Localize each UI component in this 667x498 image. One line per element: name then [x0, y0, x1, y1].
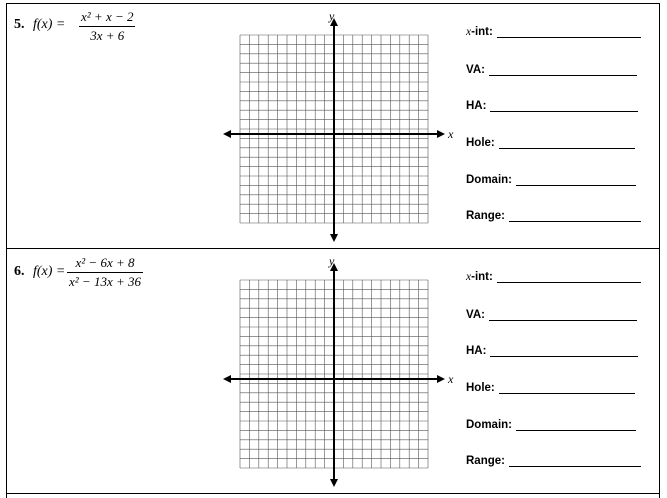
domain-field[interactable]	[466, 174, 636, 186]
field-label: HA:	[466, 345, 487, 357]
field-label: VA:	[466, 64, 485, 76]
problem-5	[7, 4, 659, 248]
answer-line[interactable]	[499, 137, 635, 149]
field-label: Range:	[466, 455, 505, 467]
denominator: x² − 13x + 36	[69, 274, 141, 289]
range-field[interactable]	[466, 455, 641, 467]
field-label: Domain:	[466, 174, 512, 186]
field-label: x-int:	[466, 271, 493, 283]
answer-line[interactable]	[509, 455, 641, 467]
problem-number: 6.	[14, 264, 25, 279]
field-label: Hole:	[466, 137, 495, 149]
function-fraction	[67, 255, 143, 290]
numerator: x² + x − 2	[81, 9, 134, 24]
domain-field[interactable]	[466, 419, 636, 431]
function-name: f(x) =	[33, 17, 66, 32]
answer-line[interactable]	[490, 100, 638, 112]
y-axis-down-arrow	[330, 479, 338, 487]
hole-field[interactable]	[466, 382, 635, 394]
function-fraction	[79, 9, 135, 44]
x-int-field[interactable]	[466, 26, 641, 38]
field-label: Domain:	[466, 419, 512, 431]
field-label: VA:	[466, 309, 485, 321]
fraction-bar	[79, 26, 135, 27]
x-int-field[interactable]	[466, 271, 641, 283]
x-axis-label: x	[448, 372, 454, 386]
fraction-bar	[67, 272, 143, 273]
function-name: f(x) =	[33, 264, 66, 279]
answer-line[interactable]	[489, 309, 637, 321]
numerator: x² − 6x + 8	[75, 255, 135, 270]
worksheet	[6, 3, 660, 498]
y-axis-label: y	[329, 9, 335, 23]
denominator: 3x + 6	[90, 28, 125, 43]
problem-6	[7, 249, 659, 493]
coordinate-grid	[221, 253, 461, 493]
y-axis-label: y	[329, 254, 335, 268]
answer-line[interactable]	[490, 345, 638, 357]
answer-line[interactable]	[497, 271, 641, 283]
problem-divider	[7, 493, 659, 494]
answer-line[interactable]	[516, 174, 636, 186]
answer-line[interactable]	[516, 419, 636, 431]
field-label: HA:	[466, 100, 487, 112]
coordinate-grid	[221, 8, 461, 248]
range-field[interactable]	[466, 210, 641, 222]
ha-field[interactable]	[466, 100, 638, 112]
field-label: Range:	[466, 210, 505, 222]
problem-number: 5.	[14, 17, 25, 32]
x-axis-label: x	[448, 127, 454, 141]
x-axis-right-arrow	[437, 130, 445, 138]
ha-field[interactable]	[466, 345, 638, 357]
x-axis-left-arrow	[223, 130, 231, 138]
answer-line[interactable]	[497, 26, 641, 38]
field-label: x-int:	[466, 26, 493, 38]
va-field[interactable]	[466, 309, 637, 321]
hole-field[interactable]	[466, 137, 635, 149]
answer-line[interactable]	[489, 64, 637, 76]
x-axis-right-arrow	[437, 375, 445, 383]
x-axis-left-arrow	[223, 375, 231, 383]
field-label: Hole:	[466, 382, 495, 394]
answer-line[interactable]	[499, 382, 635, 394]
answer-line[interactable]	[509, 210, 641, 222]
y-axis-down-arrow	[330, 234, 338, 242]
va-field[interactable]	[466, 64, 637, 76]
